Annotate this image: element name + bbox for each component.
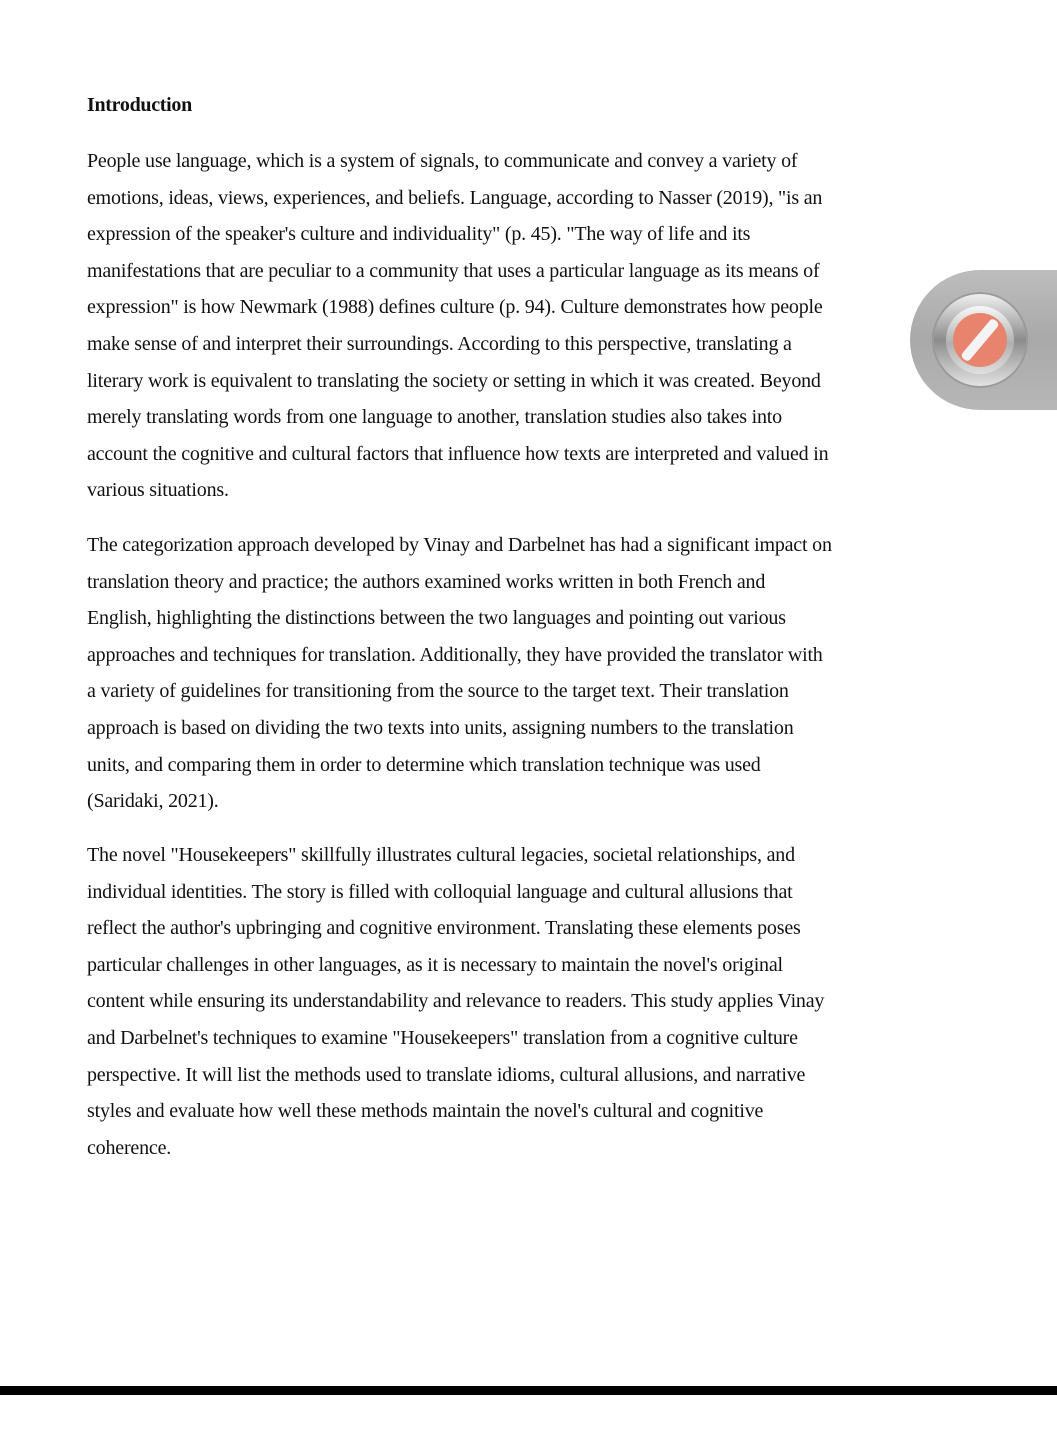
text-line: The novel "Housekeepers" skillfully illustrates cultural legacies, societal relationships, and — [87, 844, 795, 866]
paragraph-3 — [87, 837, 907, 1166]
paragraph-1 — [87, 143, 907, 509]
text-line: content while ensuring its understandability and relevance to readers. This study applies Vinay — [87, 990, 825, 1013]
text-line: units, and comparing them in order to determine which translation technique was used — [87, 753, 761, 776]
text-line: People use language, which is a system of signals, to communicate and convey a variety of — [87, 150, 798, 172]
no-entry-icon-fill — [953, 313, 1007, 367]
floating-assistant-button[interactable] — [910, 270, 1057, 410]
no-entry-icon-slash — [960, 318, 1000, 363]
text-line: The categorization approach developed by Vinay and Darbelnet has had a significant impact on — [87, 534, 832, 556]
text-line: make sense of and interpret their surroundings. According to this perspective, translating a — [87, 332, 792, 355]
text-line: reflect the author's upbringing and cognitive environment. Translating these elements poses — [87, 917, 801, 940]
paragraph-2 — [87, 527, 907, 820]
text-line: expression of the speaker's culture and individuality" (p. 45). "The way of life and its — [87, 223, 751, 246]
text-line: styles and evaluate how well these methods maintain the novel's cultural and cognitive — [87, 1100, 764, 1123]
text-line: and Darbelnet's techniques to examine "Housekeepers" translation from a cognitive culture — [87, 1026, 798, 1049]
text-line: perspective. It will list the methods used to translate idioms, cultural allusions, and narrative — [87, 1063, 806, 1086]
text-line: approach is based on dividing the two texts into units, assigning numbers to the translation — [87, 716, 794, 739]
text-line: account the cognitive and cultural factors that influence how texts are interpreted and valued in — [87, 442, 829, 465]
text-line: particular challenges in other languages, as it is necessary to maintain the novel's original — [87, 953, 783, 976]
text-line: expression" is how Newmark (1988) defines culture (p. 94). Culture demonstrates how people — [87, 296, 823, 319]
text-line: (Saridaki, 2021). — [87, 790, 219, 813]
text-line: emotions, ideas, views, experiences, and beliefs. Language, according to Nasser (2019), "is an — [87, 186, 823, 209]
section-heading: Introduction — [87, 94, 192, 116]
text-line: various situations. — [87, 479, 229, 502]
text-line: English, highlighting the distinctions between the two languages and pointing out various — [87, 607, 786, 630]
no-entry-icon — [932, 292, 1028, 388]
page-bottom-divider — [0, 1386, 1057, 1395]
text-line: individual identities. The story is filled with colloquial language and cultural allusions that — [87, 880, 793, 903]
text-line: a variety of guidelines for transitioning from the source to the target text. Their translation — [87, 680, 789, 703]
text-line: translation theory and practice; the authors examined works written in both French and — [87, 570, 766, 593]
text-line: merely translating words from one language to another, translation studies also takes into — [87, 406, 782, 429]
text-line: manifestations that are peculiar to a community that uses a particular language as its means of — [87, 259, 820, 282]
text-line: literary work is equivalent to translating the society or setting in which it was created. Beyond — [87, 369, 821, 392]
text-line: coherence. — [87, 1136, 172, 1159]
text-line: approaches and techniques for translation. Additionally, they have provided the translator with — [87, 643, 823, 666]
